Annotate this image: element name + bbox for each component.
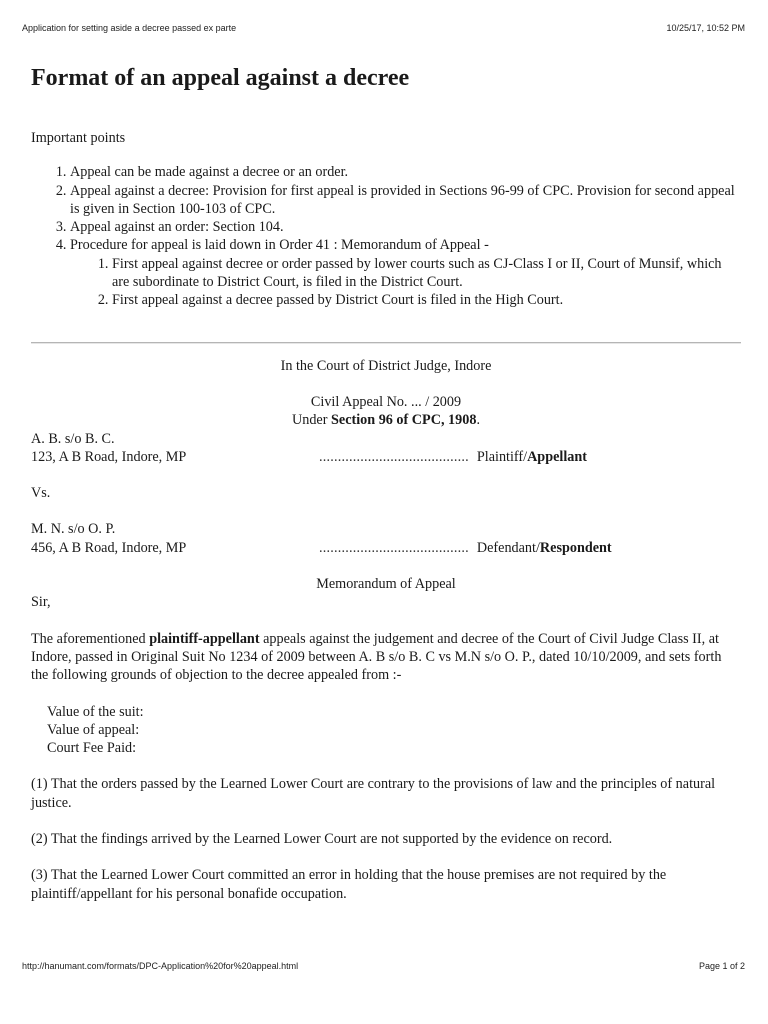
plaintiff-name: A. B. s/o B. C. bbox=[31, 430, 115, 447]
list-item bbox=[70, 236, 741, 309]
defendant-name: M. N. s/o O. P. bbox=[31, 521, 116, 538]
under-section: Section 96 of CPC, 1908 bbox=[331, 412, 477, 429]
values-block bbox=[31, 703, 741, 758]
memorandum-title: Memorandum of Appeal bbox=[316, 576, 456, 593]
defendant-line bbox=[31, 539, 741, 557]
list-item: 3. Appeal against an order: Section 104. bbox=[70, 218, 741, 236]
plaintiff-line bbox=[31, 448, 741, 466]
print-footer-url: http://hanumant.com/formats/DPC-Application%20for%20appeal.html bbox=[22, 961, 299, 971]
list-item: 2. Appeal against a decree: Provision for first appeal is provided in Sections 96-99 of CPC. Provision for second appeal is given in Section 100-103 of CPC. bbox=[70, 182, 741, 219]
plaintiff-address: 123, A B Road, Indore, MP bbox=[31, 448, 187, 465]
intro-bold: plaintiff-appellant bbox=[149, 630, 260, 647]
important-points-list bbox=[31, 163, 741, 309]
sub-points-list bbox=[70, 255, 741, 310]
list-item: 1. Appeal can be made against a decree or an order. bbox=[70, 163, 741, 181]
defendant-role bbox=[319, 539, 612, 557]
versus-label: Vs. bbox=[31, 485, 51, 502]
ground-3: (3) That the Learned Lower Court committed an error in holding that the house premises are not required by the plaintiff/appellant for his personal bonafide occupation. bbox=[31, 867, 667, 902]
plaintiff-role bbox=[319, 448, 587, 466]
under-suffix: . bbox=[476, 412, 480, 429]
intro-paragraph bbox=[31, 630, 741, 685]
defendant-role-bold: Respondent bbox=[539, 539, 612, 556]
court-name: In the Court of District Judge, Indore bbox=[280, 357, 492, 374]
value-of-appeal: Value of appeal: bbox=[47, 721, 140, 738]
intro-pre: The aforementioned bbox=[31, 630, 150, 647]
court-fee-paid: Court Fee Paid: bbox=[47, 740, 137, 757]
dotted-leader: ........................................ bbox=[319, 539, 469, 556]
section-divider bbox=[31, 342, 741, 344]
dotted-leader: ........................................ bbox=[319, 448, 469, 465]
sub-list-item: 2. First appeal against a decree passed by District Court is filed in the High Court. bbox=[112, 291, 741, 309]
sub-list-item: 1. First appeal against decree or order passed by lower courts such as CJ-Class I or II, Court of Munsif, which are subordinate to District Court, is filed in the District Court. bbox=[112, 255, 741, 292]
print-header-title: Application for setting aside a decree passed ex parte bbox=[22, 23, 237, 33]
list-item-text: Procedure for appeal is laid down in Order 41 : Memorandum of Appeal - bbox=[70, 237, 489, 254]
print-footer-page: Page 1 of 2 bbox=[698, 961, 745, 971]
important-points-label: Important points bbox=[31, 130, 126, 146]
page-title: Format of an appeal against a decree bbox=[31, 65, 410, 91]
intro-post: appeals against the judgement and decree of the Court of Civil Judge Class II, at Indore, passed in Original Suit No 1234 of 2009 between A. B s/o B. C vs M.N s/o O. P., dated 10/10/2009, and sets forth the following grounds of objection to the decree appealed from :- bbox=[31, 630, 722, 684]
ground-1: (1) That the orders passed by the Learned Lower Court are contrary to the provisions of law and the principles of natural justice. bbox=[31, 776, 716, 811]
plaintiff-role-prefix: Plaintiff/ bbox=[476, 448, 528, 465]
ground-2: (2) That the findings arrived by the Learned Lower Court are not supported by the evidence on record. bbox=[31, 831, 613, 848]
document-page bbox=[31, 62, 741, 903]
appeal-under-section bbox=[31, 411, 741, 429]
value-of-suit: Value of the suit: bbox=[47, 703, 144, 720]
salutation: Sir, bbox=[31, 594, 51, 611]
defendant-role-prefix: Defendant/ bbox=[476, 539, 540, 556]
under-prefix: Under bbox=[292, 412, 332, 429]
plaintiff-role-bold: Appellant bbox=[527, 448, 587, 465]
defendant-address: 456, A B Road, Indore, MP bbox=[31, 539, 187, 556]
appeal-number: Civil Appeal No. ... / 2009 bbox=[310, 393, 462, 410]
print-header-datetime: 10/25/17, 10:52 PM bbox=[666, 23, 745, 33]
